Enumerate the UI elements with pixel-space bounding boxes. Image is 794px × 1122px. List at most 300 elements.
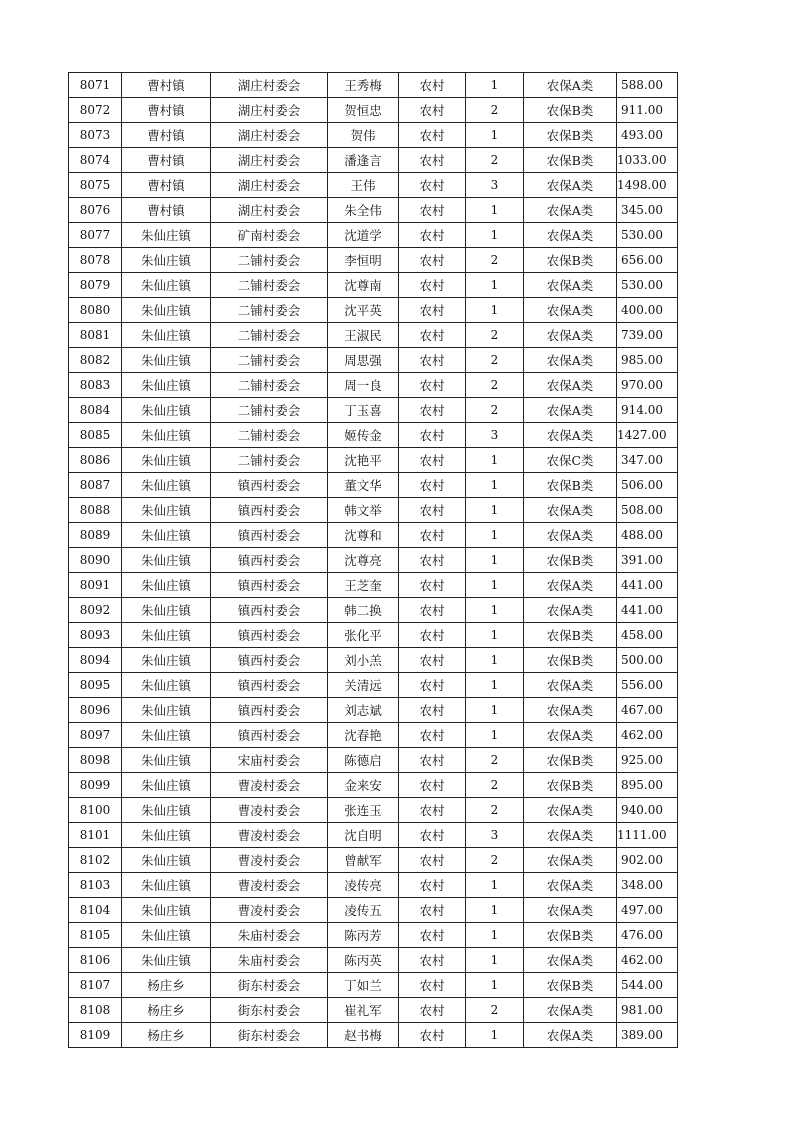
count-cell: 1 bbox=[466, 723, 524, 748]
village-cell: 二铺村委会 bbox=[211, 373, 328, 398]
allowance-table bbox=[68, 72, 678, 1048]
category-cell: 农保A类 bbox=[524, 223, 617, 248]
name-cell: 金来安 bbox=[328, 773, 399, 798]
type-cell: 农村 bbox=[399, 823, 466, 848]
table-row bbox=[69, 248, 678, 273]
name-cell: 王伟 bbox=[328, 173, 399, 198]
serial-cell: 8087 bbox=[69, 473, 122, 498]
town-cell: 朱仙庄镇 bbox=[122, 698, 211, 723]
name-cell: 丁玉喜 bbox=[328, 398, 399, 423]
amount-cell: 588.00 bbox=[617, 73, 678, 98]
amount-cell: 556.00 bbox=[617, 673, 678, 698]
count-cell: 2 bbox=[466, 98, 524, 123]
serial-cell: 8090 bbox=[69, 548, 122, 573]
serial-cell: 8073 bbox=[69, 123, 122, 148]
type-cell: 农村 bbox=[399, 748, 466, 773]
table-row bbox=[69, 748, 678, 773]
serial-cell: 8096 bbox=[69, 698, 122, 723]
count-cell: 1 bbox=[466, 198, 524, 223]
category-cell: 农保A类 bbox=[524, 998, 617, 1023]
table-row bbox=[69, 198, 678, 223]
town-cell: 杨庄乡 bbox=[122, 1023, 211, 1048]
village-cell: 朱庙村委会 bbox=[211, 923, 328, 948]
count-cell: 2 bbox=[466, 373, 524, 398]
type-cell: 农村 bbox=[399, 998, 466, 1023]
town-cell: 朱仙庄镇 bbox=[122, 448, 211, 473]
town-cell: 朱仙庄镇 bbox=[122, 523, 211, 548]
table-row bbox=[69, 348, 678, 373]
village-cell: 镇西村委会 bbox=[211, 623, 328, 648]
count-cell: 1 bbox=[466, 473, 524, 498]
category-cell: 农保A类 bbox=[524, 523, 617, 548]
table-row bbox=[69, 898, 678, 923]
name-cell: 王淑民 bbox=[328, 323, 399, 348]
amount-cell: 530.00 bbox=[617, 273, 678, 298]
type-cell: 农村 bbox=[399, 848, 466, 873]
town-cell: 朱仙庄镇 bbox=[122, 398, 211, 423]
town-cell: 朱仙庄镇 bbox=[122, 673, 211, 698]
amount-cell: 530.00 bbox=[617, 223, 678, 248]
amount-cell: 985.00 bbox=[617, 348, 678, 373]
town-cell: 曹村镇 bbox=[122, 148, 211, 173]
amount-cell: 1427.00 bbox=[617, 423, 678, 448]
amount-cell: 348.00 bbox=[617, 873, 678, 898]
count-cell: 3 bbox=[466, 823, 524, 848]
name-cell: 关清远 bbox=[328, 673, 399, 698]
town-cell: 朱仙庄镇 bbox=[122, 898, 211, 923]
amount-cell: 400.00 bbox=[617, 298, 678, 323]
table-row bbox=[69, 698, 678, 723]
village-cell: 朱庙村委会 bbox=[211, 948, 328, 973]
table-row bbox=[69, 123, 678, 148]
town-cell: 朱仙庄镇 bbox=[122, 223, 211, 248]
amount-cell: 497.00 bbox=[617, 898, 678, 923]
village-cell: 镇西村委会 bbox=[211, 598, 328, 623]
serial-cell: 8075 bbox=[69, 173, 122, 198]
village-cell: 曹凌村委会 bbox=[211, 848, 328, 873]
type-cell: 农村 bbox=[399, 698, 466, 723]
count-cell: 1 bbox=[466, 923, 524, 948]
name-cell: 刘小羔 bbox=[328, 648, 399, 673]
category-cell: 农保A类 bbox=[524, 348, 617, 373]
count-cell: 1 bbox=[466, 623, 524, 648]
category-cell: 农保A类 bbox=[524, 398, 617, 423]
village-cell: 二铺村委会 bbox=[211, 348, 328, 373]
amount-cell: 656.00 bbox=[617, 248, 678, 273]
amount-cell: 914.00 bbox=[617, 398, 678, 423]
category-cell: 农保B类 bbox=[524, 648, 617, 673]
name-cell: 周思强 bbox=[328, 348, 399, 373]
name-cell: 张连玉 bbox=[328, 798, 399, 823]
table-row bbox=[69, 148, 678, 173]
town-cell: 杨庄乡 bbox=[122, 973, 211, 998]
serial-cell: 8080 bbox=[69, 298, 122, 323]
town-cell: 朱仙庄镇 bbox=[122, 573, 211, 598]
type-cell: 农村 bbox=[399, 323, 466, 348]
category-cell: 农保A类 bbox=[524, 323, 617, 348]
type-cell: 农村 bbox=[399, 723, 466, 748]
amount-cell: 458.00 bbox=[617, 623, 678, 648]
amount-cell: 391.00 bbox=[617, 548, 678, 573]
type-cell: 农村 bbox=[399, 648, 466, 673]
category-cell: 农保A类 bbox=[524, 723, 617, 748]
table-row bbox=[69, 648, 678, 673]
serial-cell: 8086 bbox=[69, 448, 122, 473]
count-cell: 1 bbox=[466, 298, 524, 323]
amount-cell: 1033.00 bbox=[617, 148, 678, 173]
table-row bbox=[69, 473, 678, 498]
village-cell: 二铺村委会 bbox=[211, 398, 328, 423]
category-cell: 农保A类 bbox=[524, 1023, 617, 1048]
village-cell: 二铺村委会 bbox=[211, 298, 328, 323]
category-cell: 农保B类 bbox=[524, 973, 617, 998]
category-cell: 农保A类 bbox=[524, 373, 617, 398]
town-cell: 朱仙庄镇 bbox=[122, 473, 211, 498]
serial-cell: 8095 bbox=[69, 673, 122, 698]
serial-cell: 8100 bbox=[69, 798, 122, 823]
name-cell: 陈丙芳 bbox=[328, 923, 399, 948]
serial-cell: 8092 bbox=[69, 598, 122, 623]
type-cell: 农村 bbox=[399, 948, 466, 973]
town-cell: 曹村镇 bbox=[122, 198, 211, 223]
amount-cell: 981.00 bbox=[617, 998, 678, 1023]
table-row bbox=[69, 98, 678, 123]
serial-cell: 8071 bbox=[69, 73, 122, 98]
amount-cell: 508.00 bbox=[617, 498, 678, 523]
type-cell: 农村 bbox=[399, 673, 466, 698]
count-cell: 1 bbox=[466, 73, 524, 98]
serial-cell: 8109 bbox=[69, 1023, 122, 1048]
type-cell: 农村 bbox=[399, 298, 466, 323]
village-cell: 曹凌村委会 bbox=[211, 873, 328, 898]
village-cell: 二铺村委会 bbox=[211, 448, 328, 473]
type-cell: 农村 bbox=[399, 98, 466, 123]
town-cell: 朱仙庄镇 bbox=[122, 923, 211, 948]
category-cell: 农保A类 bbox=[524, 698, 617, 723]
count-cell: 1 bbox=[466, 498, 524, 523]
table-row bbox=[69, 373, 678, 398]
name-cell: 沈尊亮 bbox=[328, 548, 399, 573]
serial-cell: 8103 bbox=[69, 873, 122, 898]
name-cell: 崔礼军 bbox=[328, 998, 399, 1023]
table-row bbox=[69, 173, 678, 198]
type-cell: 农村 bbox=[399, 773, 466, 798]
type-cell: 农村 bbox=[399, 548, 466, 573]
category-cell: 农保A类 bbox=[524, 273, 617, 298]
village-cell: 曹凌村委会 bbox=[211, 798, 328, 823]
table-row bbox=[69, 273, 678, 298]
name-cell: 李恒明 bbox=[328, 248, 399, 273]
table-row bbox=[69, 773, 678, 798]
name-cell: 沈平英 bbox=[328, 298, 399, 323]
table-row bbox=[69, 448, 678, 473]
count-cell: 2 bbox=[466, 148, 524, 173]
town-cell: 朱仙庄镇 bbox=[122, 773, 211, 798]
name-cell: 董文华 bbox=[328, 473, 399, 498]
village-cell: 湖庄村委会 bbox=[211, 173, 328, 198]
town-cell: 朱仙庄镇 bbox=[122, 623, 211, 648]
village-cell: 宋庙村委会 bbox=[211, 748, 328, 773]
town-cell: 朱仙庄镇 bbox=[122, 548, 211, 573]
category-cell: 农保A类 bbox=[524, 173, 617, 198]
count-cell: 2 bbox=[466, 848, 524, 873]
village-cell: 湖庄村委会 bbox=[211, 123, 328, 148]
category-cell: 农保B类 bbox=[524, 623, 617, 648]
category-cell: 农保A类 bbox=[524, 598, 617, 623]
type-cell: 农村 bbox=[399, 1023, 466, 1048]
table-row bbox=[69, 973, 678, 998]
town-cell: 朱仙庄镇 bbox=[122, 273, 211, 298]
serial-cell: 8099 bbox=[69, 773, 122, 798]
table-row bbox=[69, 323, 678, 348]
amount-cell: 488.00 bbox=[617, 523, 678, 548]
table-row bbox=[69, 848, 678, 873]
serial-cell: 8082 bbox=[69, 348, 122, 373]
name-cell: 潘逢言 bbox=[328, 148, 399, 173]
type-cell: 农村 bbox=[399, 473, 466, 498]
name-cell: 韩文举 bbox=[328, 498, 399, 523]
village-cell: 二铺村委会 bbox=[211, 273, 328, 298]
category-cell: 农保A类 bbox=[524, 198, 617, 223]
amount-cell: 441.00 bbox=[617, 573, 678, 598]
type-cell: 农村 bbox=[399, 223, 466, 248]
table-row bbox=[69, 823, 678, 848]
type-cell: 农村 bbox=[399, 598, 466, 623]
town-cell: 朱仙庄镇 bbox=[122, 848, 211, 873]
name-cell: 沈春艳 bbox=[328, 723, 399, 748]
table-row bbox=[69, 598, 678, 623]
type-cell: 农村 bbox=[399, 198, 466, 223]
town-cell: 朱仙庄镇 bbox=[122, 948, 211, 973]
name-cell: 陈德启 bbox=[328, 748, 399, 773]
count-cell: 1 bbox=[466, 523, 524, 548]
table-row bbox=[69, 623, 678, 648]
count-cell: 1 bbox=[466, 598, 524, 623]
name-cell: 王芝奎 bbox=[328, 573, 399, 598]
table-row bbox=[69, 498, 678, 523]
town-cell: 朱仙庄镇 bbox=[122, 873, 211, 898]
town-cell: 杨庄乡 bbox=[122, 998, 211, 1023]
amount-cell: 441.00 bbox=[617, 598, 678, 623]
village-cell: 湖庄村委会 bbox=[211, 98, 328, 123]
category-cell: 农保A类 bbox=[524, 673, 617, 698]
amount-cell: 895.00 bbox=[617, 773, 678, 798]
amount-cell: 970.00 bbox=[617, 373, 678, 398]
table-row bbox=[69, 298, 678, 323]
type-cell: 农村 bbox=[399, 798, 466, 823]
type-cell: 农村 bbox=[399, 373, 466, 398]
village-cell: 镇西村委会 bbox=[211, 573, 328, 598]
count-cell: 2 bbox=[466, 323, 524, 348]
count-cell: 1 bbox=[466, 898, 524, 923]
serial-cell: 8089 bbox=[69, 523, 122, 548]
type-cell: 农村 bbox=[399, 123, 466, 148]
name-cell: 贺恒忠 bbox=[328, 98, 399, 123]
count-cell: 1 bbox=[466, 873, 524, 898]
town-cell: 朱仙庄镇 bbox=[122, 373, 211, 398]
amount-cell: 345.00 bbox=[617, 198, 678, 223]
category-cell: 农保A类 bbox=[524, 898, 617, 923]
category-cell: 农保A类 bbox=[524, 573, 617, 598]
village-cell: 二铺村委会 bbox=[211, 423, 328, 448]
village-cell: 镇西村委会 bbox=[211, 473, 328, 498]
name-cell: 沈尊和 bbox=[328, 523, 399, 548]
count-cell: 1 bbox=[466, 948, 524, 973]
type-cell: 农村 bbox=[399, 248, 466, 273]
amount-cell: 462.00 bbox=[617, 723, 678, 748]
serial-cell: 8085 bbox=[69, 423, 122, 448]
name-cell: 张化平 bbox=[328, 623, 399, 648]
village-cell: 矿南村委会 bbox=[211, 223, 328, 248]
serial-cell: 8094 bbox=[69, 648, 122, 673]
type-cell: 农村 bbox=[399, 148, 466, 173]
type-cell: 农村 bbox=[399, 173, 466, 198]
serial-cell: 8088 bbox=[69, 498, 122, 523]
table-row bbox=[69, 873, 678, 898]
village-cell: 二铺村委会 bbox=[211, 323, 328, 348]
name-cell: 赵书梅 bbox=[328, 1023, 399, 1048]
village-cell: 镇西村委会 bbox=[211, 548, 328, 573]
count-cell: 1 bbox=[466, 548, 524, 573]
serial-cell: 8093 bbox=[69, 623, 122, 648]
category-cell: 农保B类 bbox=[524, 923, 617, 948]
name-cell: 曾献军 bbox=[328, 848, 399, 873]
town-cell: 朱仙庄镇 bbox=[122, 823, 211, 848]
table-row bbox=[69, 923, 678, 948]
category-cell: 农保B类 bbox=[524, 773, 617, 798]
table-row bbox=[69, 523, 678, 548]
category-cell: 农保C类 bbox=[524, 448, 617, 473]
village-cell: 镇西村委会 bbox=[211, 723, 328, 748]
table-row bbox=[69, 673, 678, 698]
table-row bbox=[69, 398, 678, 423]
category-cell: 农保B类 bbox=[524, 248, 617, 273]
serial-cell: 8102 bbox=[69, 848, 122, 873]
town-cell: 曹村镇 bbox=[122, 98, 211, 123]
count-cell: 1 bbox=[466, 223, 524, 248]
category-cell: 农保A类 bbox=[524, 873, 617, 898]
serial-cell: 8072 bbox=[69, 98, 122, 123]
serial-cell: 8106 bbox=[69, 948, 122, 973]
type-cell: 农村 bbox=[399, 273, 466, 298]
category-cell: 农保A类 bbox=[524, 298, 617, 323]
village-cell: 湖庄村委会 bbox=[211, 198, 328, 223]
category-cell: 农保A类 bbox=[524, 73, 617, 98]
table-row bbox=[69, 73, 678, 98]
count-cell: 2 bbox=[466, 798, 524, 823]
type-cell: 农村 bbox=[399, 573, 466, 598]
type-cell: 农村 bbox=[399, 923, 466, 948]
name-cell: 凌传五 bbox=[328, 898, 399, 923]
count-cell: 3 bbox=[466, 423, 524, 448]
serial-cell: 8083 bbox=[69, 373, 122, 398]
name-cell: 刘志斌 bbox=[328, 698, 399, 723]
count-cell: 2 bbox=[466, 348, 524, 373]
table-row bbox=[69, 548, 678, 573]
amount-cell: 925.00 bbox=[617, 748, 678, 773]
town-cell: 曹村镇 bbox=[122, 73, 211, 98]
table-row bbox=[69, 1023, 678, 1048]
count-cell: 2 bbox=[466, 748, 524, 773]
name-cell: 沈道学 bbox=[328, 223, 399, 248]
town-cell: 朱仙庄镇 bbox=[122, 423, 211, 448]
amount-cell: 1498.00 bbox=[617, 173, 678, 198]
name-cell: 陈丙英 bbox=[328, 948, 399, 973]
table-row bbox=[69, 948, 678, 973]
type-cell: 农村 bbox=[399, 623, 466, 648]
name-cell: 凌传亮 bbox=[328, 873, 399, 898]
serial-cell: 8097 bbox=[69, 723, 122, 748]
amount-cell: 506.00 bbox=[617, 473, 678, 498]
serial-cell: 8098 bbox=[69, 748, 122, 773]
category-cell: 农保A类 bbox=[524, 848, 617, 873]
category-cell: 农保A类 bbox=[524, 948, 617, 973]
town-cell: 朱仙庄镇 bbox=[122, 798, 211, 823]
serial-cell: 8076 bbox=[69, 198, 122, 223]
count-cell: 1 bbox=[466, 448, 524, 473]
serial-cell: 8084 bbox=[69, 398, 122, 423]
amount-cell: 902.00 bbox=[617, 848, 678, 873]
serial-cell: 8107 bbox=[69, 973, 122, 998]
town-cell: 朱仙庄镇 bbox=[122, 323, 211, 348]
type-cell: 农村 bbox=[399, 498, 466, 523]
serial-cell: 8077 bbox=[69, 223, 122, 248]
category-cell: 农保B类 bbox=[524, 473, 617, 498]
count-cell: 1 bbox=[466, 273, 524, 298]
village-cell: 街东村委会 bbox=[211, 998, 328, 1023]
category-cell: 农保A类 bbox=[524, 423, 617, 448]
village-cell: 街东村委会 bbox=[211, 1023, 328, 1048]
serial-cell: 8074 bbox=[69, 148, 122, 173]
town-cell: 朱仙庄镇 bbox=[122, 598, 211, 623]
town-cell: 曹村镇 bbox=[122, 123, 211, 148]
count-cell: 1 bbox=[466, 973, 524, 998]
town-cell: 朱仙庄镇 bbox=[122, 748, 211, 773]
amount-cell: 1111.00 bbox=[617, 823, 678, 848]
village-cell: 镇西村委会 bbox=[211, 498, 328, 523]
name-cell: 丁如兰 bbox=[328, 973, 399, 998]
count-cell: 2 bbox=[466, 398, 524, 423]
type-cell: 农村 bbox=[399, 448, 466, 473]
category-cell: 农保B类 bbox=[524, 748, 617, 773]
category-cell: 农保B类 bbox=[524, 148, 617, 173]
town-cell: 朱仙庄镇 bbox=[122, 348, 211, 373]
village-cell: 曹凌村委会 bbox=[211, 773, 328, 798]
table-row bbox=[69, 798, 678, 823]
amount-cell: 476.00 bbox=[617, 923, 678, 948]
table-row bbox=[69, 723, 678, 748]
category-cell: 农保B类 bbox=[524, 123, 617, 148]
town-cell: 朱仙庄镇 bbox=[122, 498, 211, 523]
town-cell: 曹村镇 bbox=[122, 173, 211, 198]
count-cell: 1 bbox=[466, 648, 524, 673]
village-cell: 二铺村委会 bbox=[211, 248, 328, 273]
category-cell: 农保A类 bbox=[524, 798, 617, 823]
serial-cell: 8081 bbox=[69, 323, 122, 348]
name-cell: 周一良 bbox=[328, 373, 399, 398]
town-cell: 朱仙庄镇 bbox=[122, 648, 211, 673]
name-cell: 沈艳平 bbox=[328, 448, 399, 473]
village-cell: 镇西村委会 bbox=[211, 648, 328, 673]
count-cell: 1 bbox=[466, 1023, 524, 1048]
amount-cell: 911.00 bbox=[617, 98, 678, 123]
amount-cell: 347.00 bbox=[617, 448, 678, 473]
type-cell: 农村 bbox=[399, 423, 466, 448]
category-cell: 农保B类 bbox=[524, 548, 617, 573]
type-cell: 农村 bbox=[399, 973, 466, 998]
serial-cell: 8078 bbox=[69, 248, 122, 273]
count-cell: 1 bbox=[466, 673, 524, 698]
